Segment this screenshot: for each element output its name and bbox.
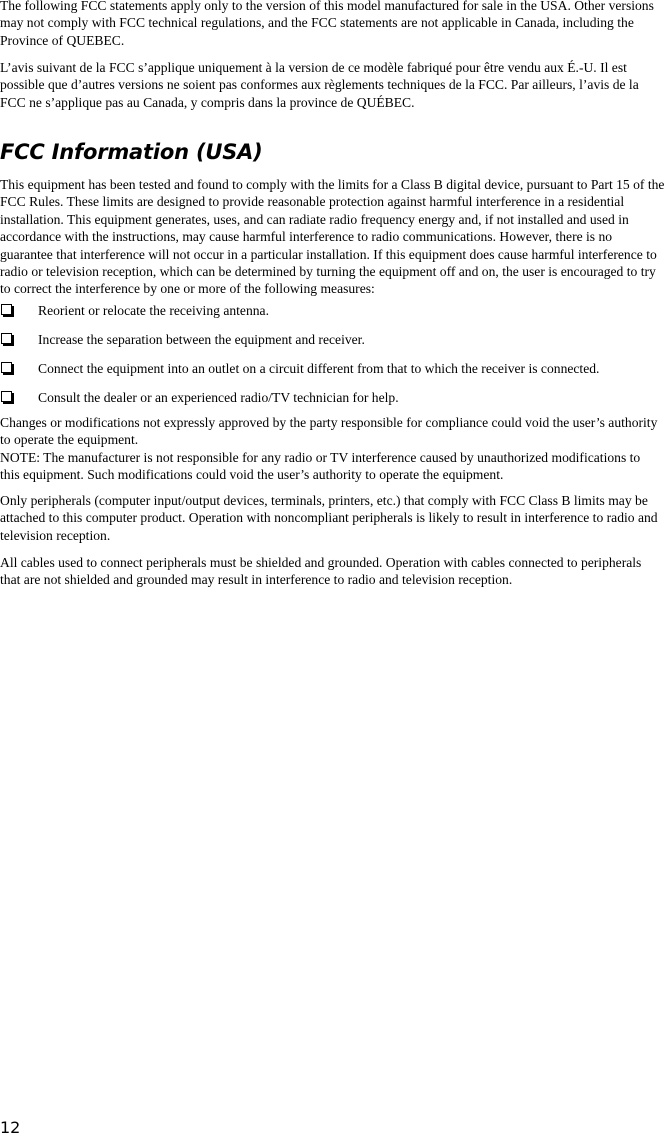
section-heading: FCC Information (USA) [0, 140, 263, 164]
cables-paragraph: All cables used to connect peripherals must be shielded and grounded. Operation with cables connected to peripherals that are not shielded and grounded may result in interference to radio and television reception. [0, 555, 642, 588]
peripherals-paragraph: Only peripherals (computer input/output devices, terminals, printers, etc.) that comply with FCC Class B limits may be attached to this computer product. Operation with noncompliant peripherals is likely to result in interference to radio and television reception. [0, 493, 658, 543]
list-item-text: Consult the dealer or an experienced radio/TV technician for help. [38, 390, 399, 405]
list-item-text: Connect the equipment into an outlet on a circuit different from that to which the receiver is connected. [38, 361, 600, 376]
checkbox-bullet-icon [1, 333, 12, 344]
changes-paragraph: Changes or modifications not expressly approved by the party responsible for compliance could void the user’s authority to operate the equipment. [0, 415, 658, 448]
page-number: 12 [0, 1118, 21, 1137]
list-item-text: Increase the separation between the equipment and receiver. [38, 332, 365, 347]
checkbox-bullet-icon [1, 391, 12, 402]
intro-paragraph: The following FCC statements apply only to the version of this model manufactured for sale in the USA. Other versions may not comply with FCC technical regulations, and the FCC statements are not applicable in Canada, including the Province of QUEBEC. [0, 0, 654, 48]
list-item-text: Reorient or relocate the receiving antenna. [38, 303, 269, 318]
note-paragraph: NOTE: The manufacturer is not responsible for any radio or TV interference caused by unauthorized modifications to this equipment. Such modifications could void the user’s authority to operate the equipment. [0, 450, 641, 483]
checkbox-bullet-icon [1, 362, 12, 373]
checkbox-bullet-icon [1, 304, 12, 315]
fcc-body-paragraph: This equipment has been tested and found to comply with the limits for a Class B digital device, pursuant to Part 15 of the FCC Rules. These limits are designed to provide reasonable protection against harmful interference in a residential installation. This equipment generates, uses, and can radiate radio frequency energy and, if not installed and used in accordance with the instructions, may cause harmful interference to radio communications. However, there is no guarantee that interference will not occur in a particular installation. If this equipment does cause harmful interference to radio or television reception, which can be determined by turning the equipment off and on, the user is encouraged to try to correct the interference by one or more of the following measures: [0, 177, 665, 297]
french-paragraph: L’avis suivant de la FCC s’applique uniquement à la version de ce modèle fabriqué pour être vendu aux É.-U. Il est possible que d’autres versions ne soient pas conformes aux règlements techniques de la FCC. Par ailleurs, l’avis de la FCC ne s’applique pas au Canada, y compris dans la province de QUÉBEC. [0, 60, 639, 110]
